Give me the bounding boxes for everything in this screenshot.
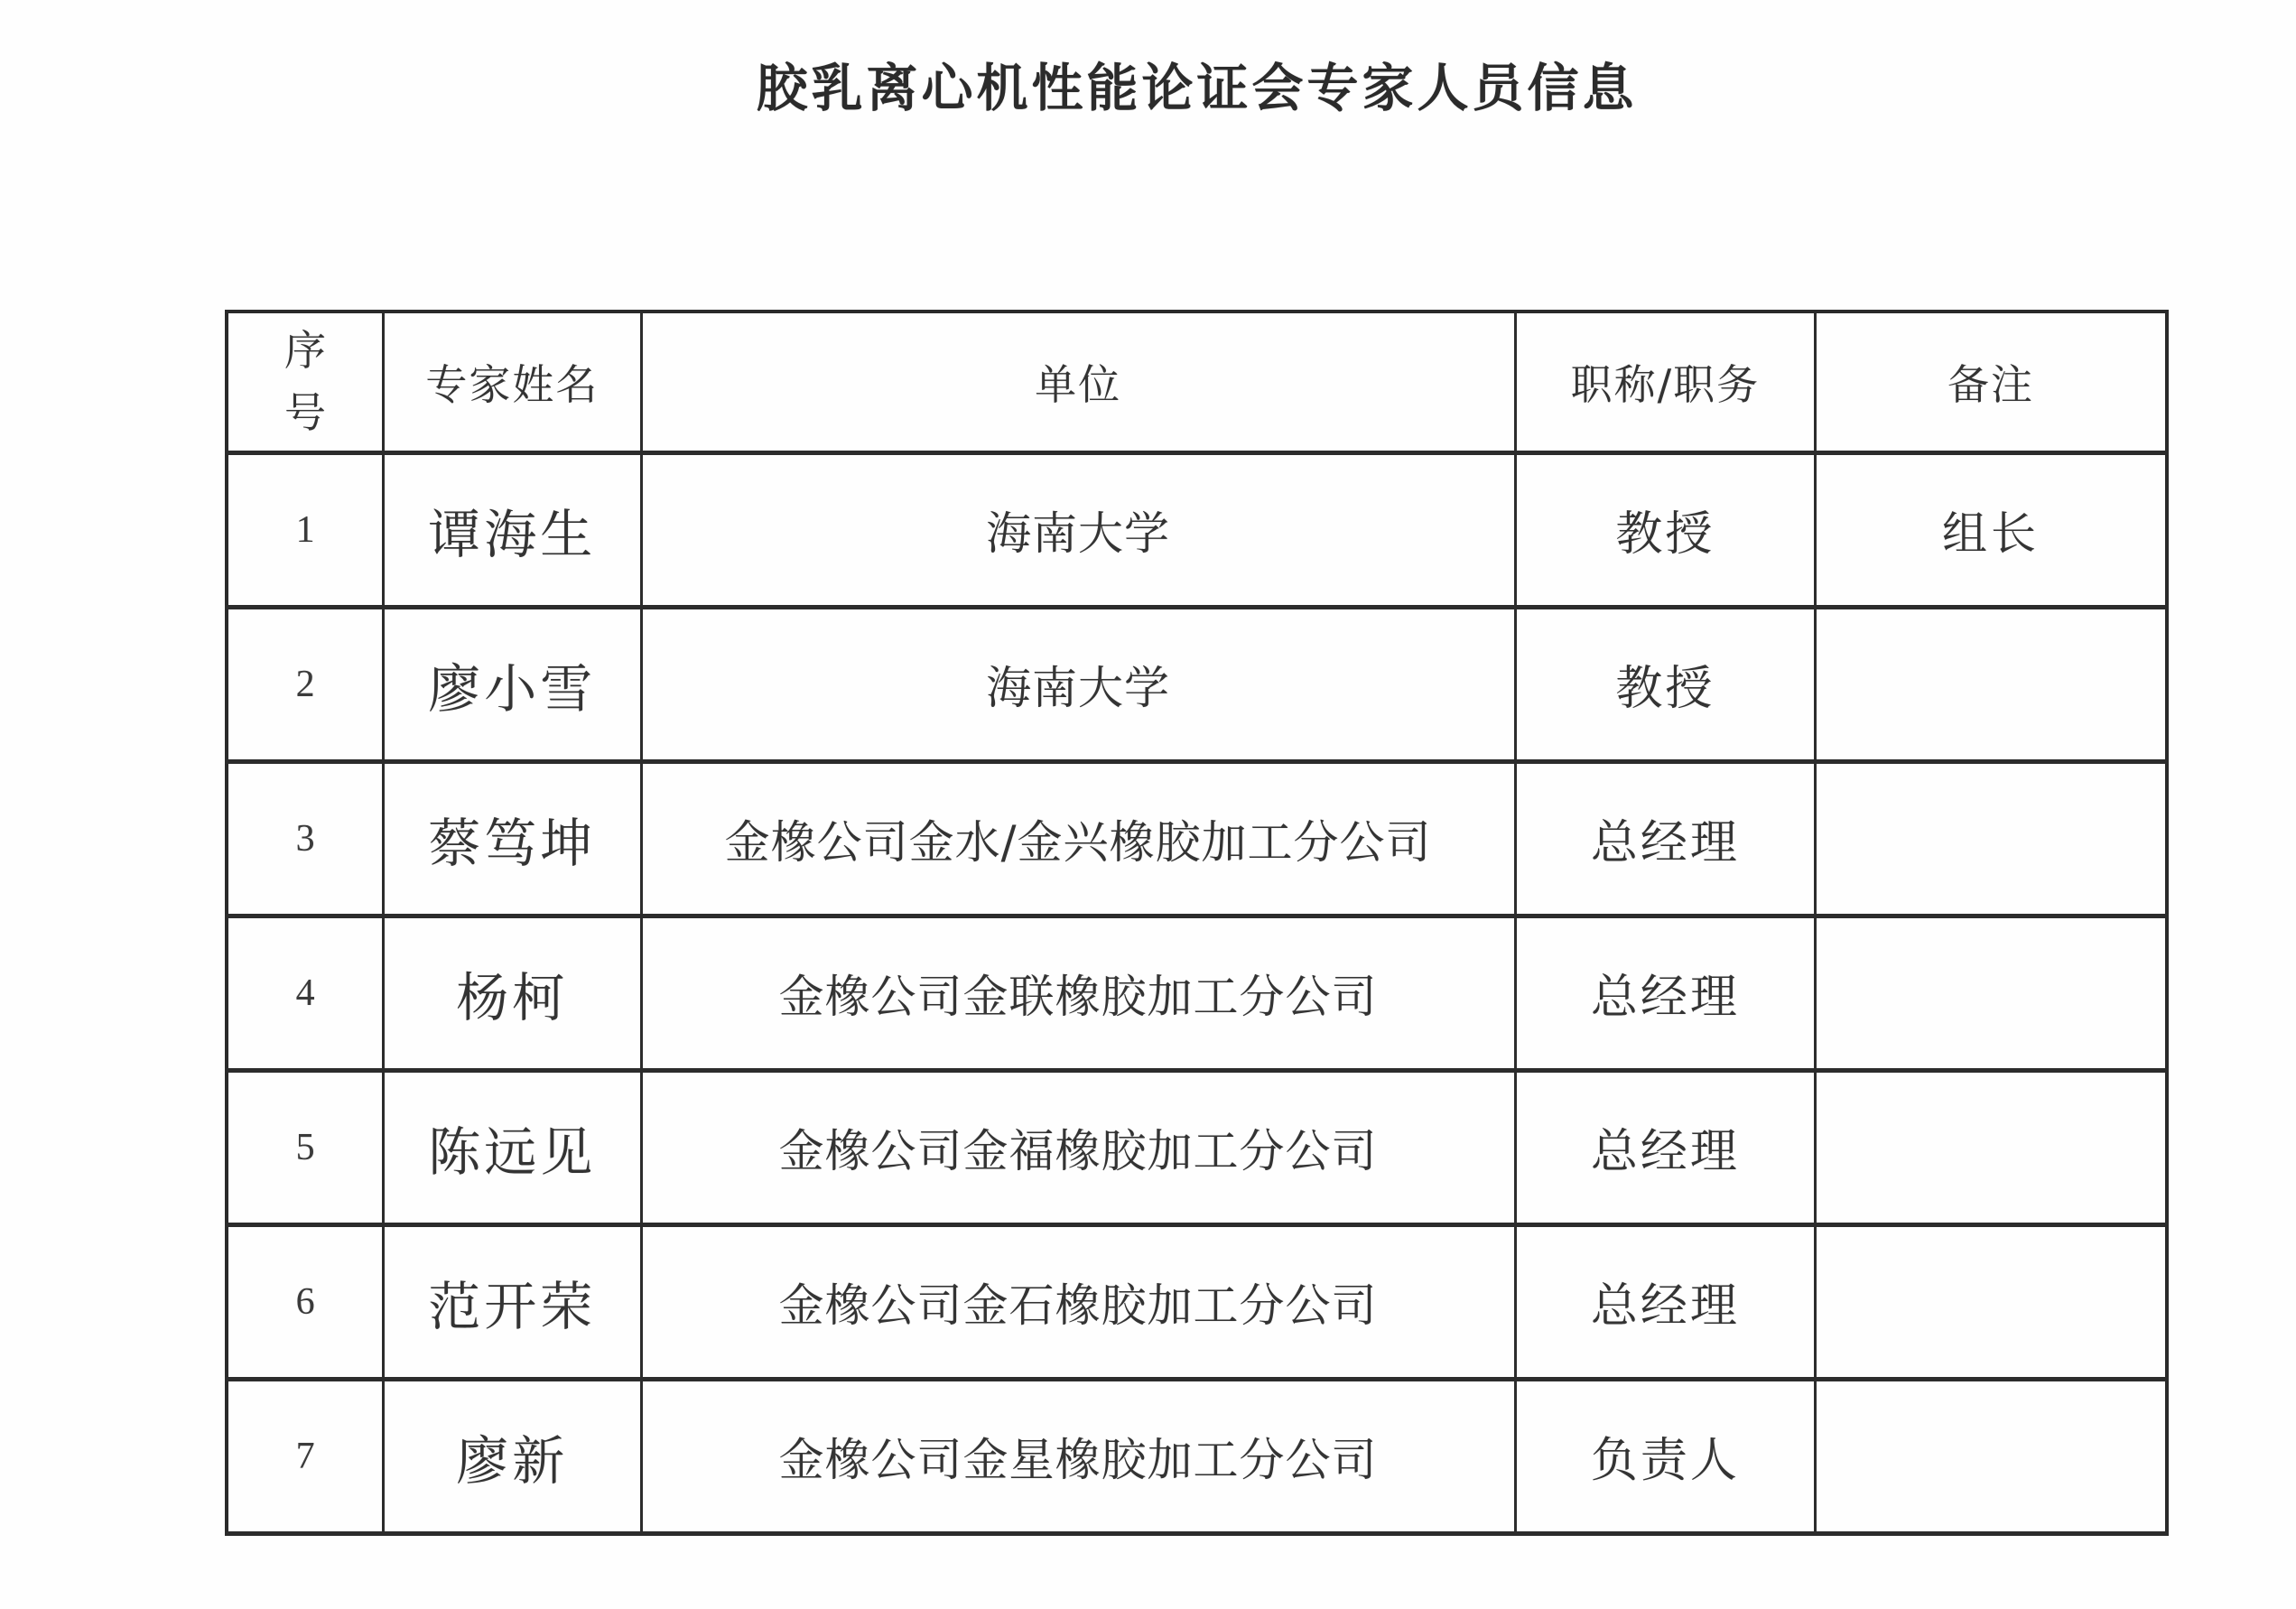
table-row — [227, 1070, 2167, 1224]
cell-title: 教授 — [1515, 607, 1815, 761]
cell-name: 廖小雪 — [384, 607, 641, 761]
cell-unit: 金橡公司金星橡胶加工分公司 — [641, 1379, 1515, 1533]
cell-title: 负责人 — [1515, 1379, 1815, 1533]
cell-name: 陈远见 — [384, 1070, 641, 1224]
cell-title: 总经理 — [1515, 1224, 1815, 1379]
cell-unit: 海南大学 — [641, 452, 1515, 607]
cell-unit: 金橡公司金联橡胶加工分公司 — [641, 916, 1515, 1070]
cell-remark — [1816, 607, 2167, 761]
cell-remark — [1816, 916, 2167, 1070]
expert-info-table — [225, 310, 2169, 1536]
table-body — [227, 452, 2167, 1533]
table-row — [227, 1379, 2167, 1533]
table-row — [227, 761, 2167, 916]
cell-index: 3 — [227, 761, 384, 916]
cell-index: 5 — [227, 1070, 384, 1224]
column-header-remark: 备注 — [1816, 312, 2167, 452]
table-row — [227, 452, 2167, 607]
cell-remark — [1816, 1224, 2167, 1379]
cell-index: 1 — [227, 452, 384, 607]
cell-remark: 组长 — [1816, 452, 2167, 607]
cell-title: 总经理 — [1515, 761, 1815, 916]
cell-name: 范开荣 — [384, 1224, 641, 1379]
page-title: 胶乳离心机性能论证会专家人员信息 — [756, 59, 1638, 118]
column-header-name: 专家姓名 — [384, 312, 641, 452]
column-header-unit: 单位 — [641, 312, 1515, 452]
cell-unit: 海南大学 — [641, 607, 1515, 761]
cell-index: 7 — [227, 1379, 384, 1533]
cell-remark — [1816, 1070, 2167, 1224]
cell-name: 谭海生 — [384, 452, 641, 607]
cell-index: 2 — [227, 607, 384, 761]
cell-index: 6 — [227, 1224, 384, 1379]
table-header — [227, 312, 2167, 452]
cell-name: 蔡笃坤 — [384, 761, 641, 916]
cell-name: 杨柯 — [384, 916, 641, 1070]
table-row — [227, 607, 2167, 761]
cell-name: 廖新 — [384, 1379, 641, 1533]
cell-remark — [1816, 761, 2167, 916]
cell-title: 教授 — [1515, 452, 1815, 607]
column-header-index — [227, 312, 384, 452]
cell-remark — [1816, 1379, 2167, 1533]
cell-index: 4 — [227, 916, 384, 1070]
cell-title: 总经理 — [1515, 1070, 1815, 1224]
table-row — [227, 1224, 2167, 1379]
column-header-index-label: 序号 — [284, 325, 327, 437]
cell-title: 总经理 — [1515, 916, 1815, 1070]
cell-unit: 金橡公司金石橡胶加工分公司 — [641, 1224, 1515, 1379]
table-row — [227, 916, 2167, 1070]
cell-unit: 金橡公司金水/金兴橡胶加工分公司 — [641, 761, 1515, 916]
cell-unit: 金橡公司金福橡胶加工分公司 — [641, 1070, 1515, 1224]
column-header-title: 职称/职务 — [1515, 312, 1815, 452]
header-row — [227, 312, 2167, 452]
